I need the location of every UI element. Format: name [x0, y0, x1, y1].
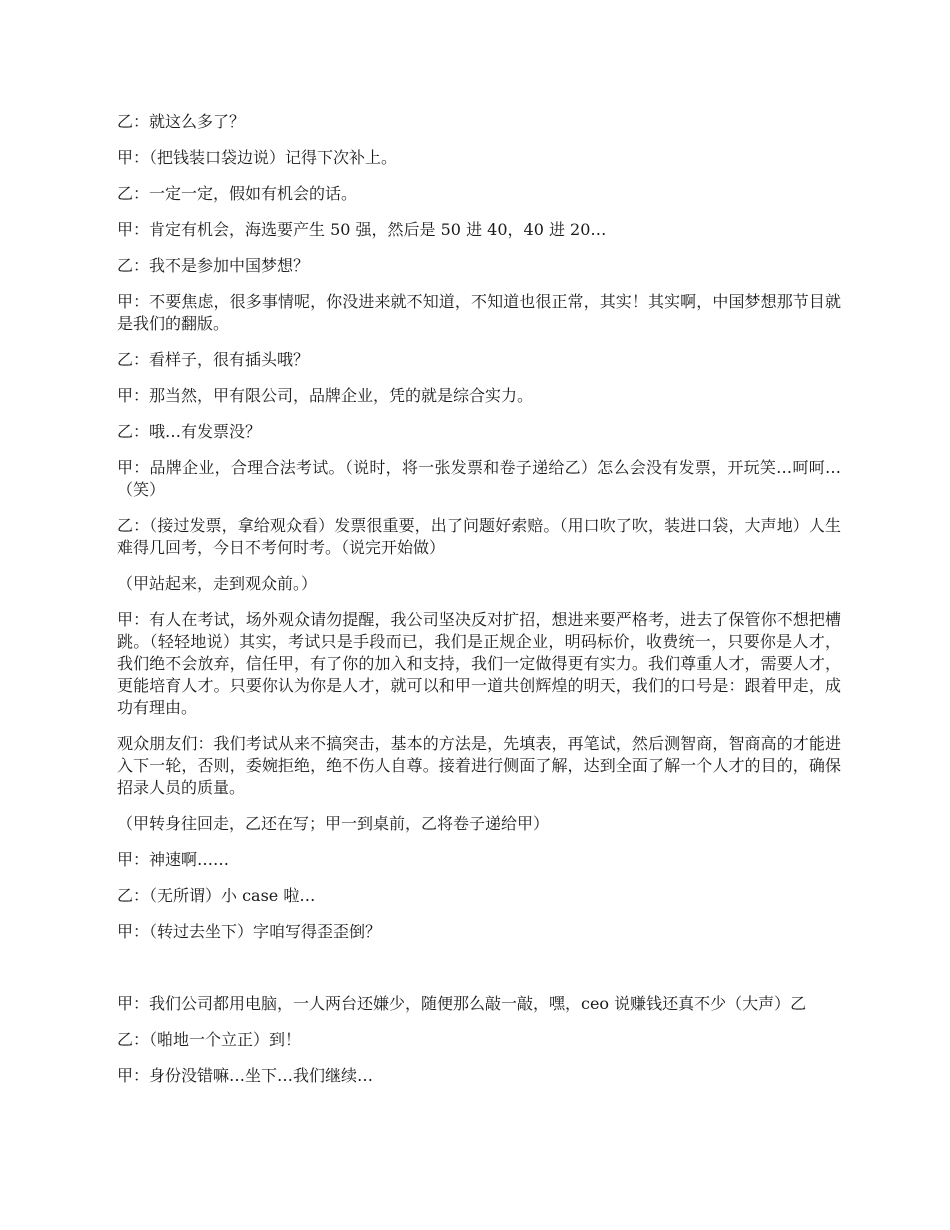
document-page — [117, 111, 841, 1101]
dialogue-line: 甲：我们公司都用电脑，一人两台还嫌少，随便那么敲一敲，嘿，ceo 说赚钱还真不少（大声）乙 — [117, 994, 807, 1013]
dialogue-line: 甲：（把钱装口袋边说）记得下次补上。 — [117, 148, 398, 167]
dialogue-line: 乙：我不是参加中国梦想？ — [117, 256, 310, 275]
dialogue-line: 乙：一定一定，假如有机会的话。 — [117, 184, 358, 203]
dialogue-line: 乙：（接过发票，拿给观众看）发票很重要，出了问题好索赔。（用口吹了吹，装进口袋，大声地）人生难得几回考，今日不考何时考。（说完开始做） — [117, 516, 841, 557]
dialogue-line: 甲：（转过去坐下）字咱写得歪歪倒？ — [117, 922, 382, 941]
dialogue-line: 观众朋友们：我们考试从来不搞突击，基本的方法是，先填表，再笔试，然后测智商，智商高的才能进入下一轮，否则，委婉拒绝，绝不伤人自尊。接着进行侧面了解，达到全面了解一个人才的目的，确保招录人员的质量。 — [117, 734, 841, 797]
dialogue-line: 乙：就这么多了？ — [117, 112, 246, 131]
dialogue-line: 甲：神速啊…… — [117, 850, 230, 869]
dialogue-line: 甲：那当然，甲有限公司，品牌企业，凭的就是综合实力。 — [117, 386, 534, 405]
stage-direction: （甲转身往回走，乙还在写；甲一到桌前，乙将卷子递给甲） — [117, 814, 550, 833]
dialogue-line: 甲：身份没错嘛…坐下…我们继续… — [117, 1066, 374, 1085]
blank-gap — [117, 957, 841, 993]
dialogue-line: 乙：看样子，很有插头哦？ — [117, 350, 310, 369]
dialogue-line: 甲：有人在考试，场外观众请勿提醒，我公司坚决反对扩招，想进来要严格考，进去了保管你不想把槽跳。（轻轻地说）其实，考试只是手段而已，我们是正规企业，明码标价，收费统一，只要你是人才，我们绝不会放弃，信任甲，有了你的加入和支持，我们一定做得更有实力。我们尊重人才，需要人才，更能培育人才。只要你认为你是人才，就可以和甲一道共创辉煌的明天，我们的口号是：跟着甲走，成功有理由。 — [117, 610, 841, 717]
dialogue-line: 乙：（啪地一个立正）到！ — [117, 1030, 302, 1049]
dialogue-line: 甲：不要焦虑，很多事情呢，你没进来就不知道，不知道也很正常，其实！其实啊，中国梦想那节目就是我们的翻版。 — [117, 292, 841, 333]
dialogue-line: 乙：哦…有发票没？ — [117, 422, 262, 441]
stage-direction: （甲站起来，走到观众前。） — [117, 574, 318, 593]
dialogue-line: 甲：品牌企业，合理合法考试。（说时，将一张发票和卷子递给乙）怎么会没有发票，开玩笑…呵呵…（笑） — [117, 458, 841, 499]
dialogue-line: 甲：肯定有机会，海选要产生 50 强，然后是 50 进 40，40 进 20… — [117, 220, 607, 239]
dialogue-line: 乙：（无所谓）小 case 啦… — [117, 886, 316, 905]
